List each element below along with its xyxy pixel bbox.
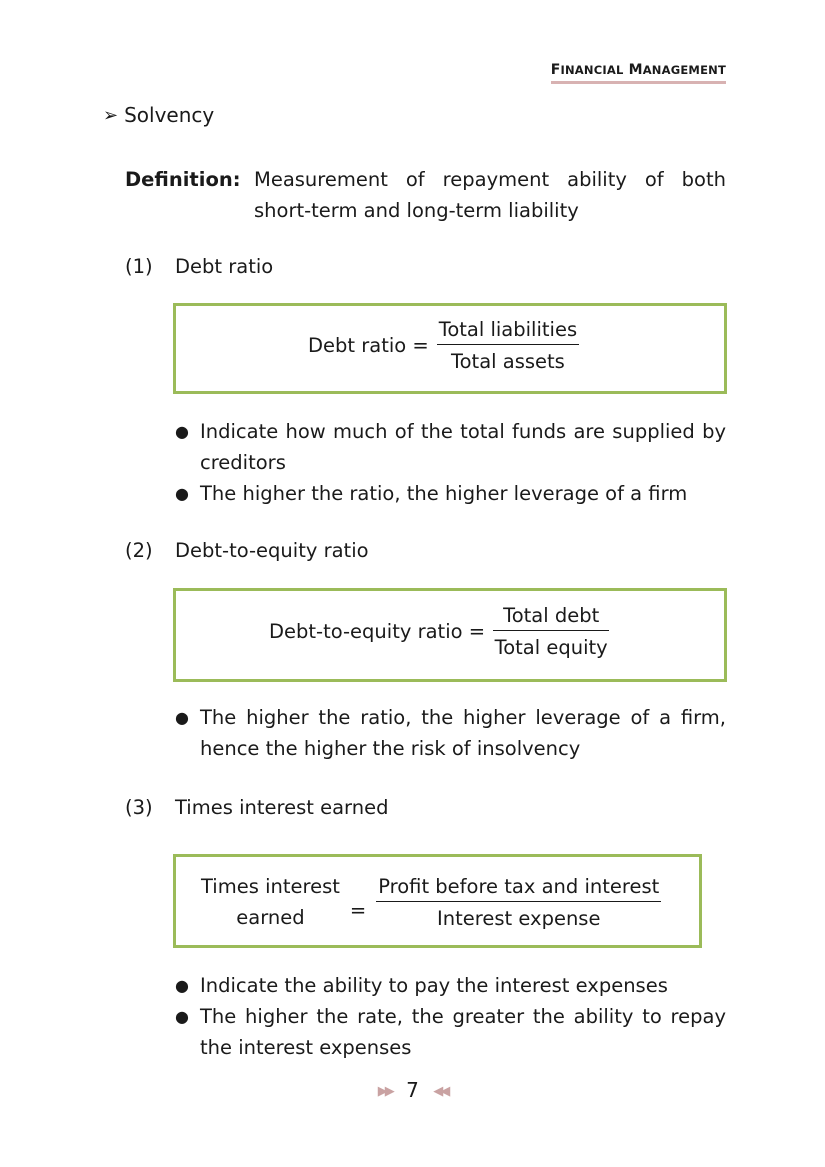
fraction-numerator: Profit before tax and interest xyxy=(376,875,661,902)
formula-lhs: Debt ratio = xyxy=(308,334,429,357)
definition-label: Definition: xyxy=(125,168,241,191)
list-item xyxy=(175,970,726,1001)
fraction-numerator: Total liabilities xyxy=(437,318,579,345)
item-heading-2 xyxy=(125,539,369,562)
list-item xyxy=(175,702,726,764)
double-left-arrow-icon: ◀◀ xyxy=(433,1084,448,1099)
bullet-list-2 xyxy=(175,702,726,764)
bullet-text: Indicate the ability to pay the interest expenses xyxy=(200,974,668,997)
page-number: 7 xyxy=(406,1078,419,1102)
fraction-denominator: Total equity xyxy=(494,636,608,659)
bullet-text: Indicate how much of the total funds are supplied by creditors xyxy=(200,420,726,474)
bullet-list-3 xyxy=(175,970,726,1063)
item-number: (3) xyxy=(125,796,153,819)
header-word-1-rest: INANCIAL xyxy=(560,63,624,77)
header-word-1-cap: F xyxy=(550,62,561,78)
section-title: Solvency xyxy=(124,103,215,127)
bullet-text: The higher the ratio, the higher leverage of a firm xyxy=(200,482,688,505)
definition-block xyxy=(125,164,726,226)
section-heading xyxy=(103,103,214,127)
bullet-dot-icon: ● xyxy=(175,708,189,727)
item-heading-1 xyxy=(125,255,273,278)
formula xyxy=(201,871,661,933)
header-word-2-rest: ANAGEMENT xyxy=(642,63,726,77)
fraction-numerator: Total debt xyxy=(493,604,609,631)
formula-box-debt-ratio xyxy=(173,303,727,394)
bullet-text: The higher the rate, the greater the ability to repay the interest expenses xyxy=(200,1005,726,1059)
formula xyxy=(269,604,609,659)
formula-lhs-line-1: Times interest xyxy=(201,875,340,898)
formula-equals: = xyxy=(349,898,367,922)
arrowhead-bullet-icon: ➢ xyxy=(103,104,119,126)
bullet-dot-icon: ● xyxy=(175,422,189,441)
item-title: Debt-to-equity ratio xyxy=(175,539,369,562)
fraction-denominator: Total assets xyxy=(451,350,565,373)
running-header xyxy=(551,62,726,84)
header-word-2-cap: M xyxy=(628,62,643,78)
bullet-dot-icon: ● xyxy=(175,484,189,503)
bullet-dot-icon: ● xyxy=(175,1007,189,1026)
bullet-list-1 xyxy=(175,416,726,509)
list-item xyxy=(175,478,726,509)
fraction xyxy=(493,604,609,659)
item-number: (2) xyxy=(125,539,153,562)
list-item xyxy=(175,416,726,478)
formula-lhs-line-2: earned xyxy=(236,906,305,929)
list-item xyxy=(175,1001,726,1063)
formula-lhs xyxy=(201,871,340,933)
fraction-denominator: Interest expense xyxy=(437,906,601,930)
bullet-dot-icon: ● xyxy=(175,976,189,995)
formula-box-debt-to-equity xyxy=(173,588,727,682)
item-title: Debt ratio xyxy=(175,255,274,278)
page-footer xyxy=(0,1078,825,1102)
bullet-text: The higher the ratio, the higher leverage of a firm, hence the higher the risk of insolvency xyxy=(200,706,726,760)
definition-text: Measurement of repayment ability of both short-term and long-term liability xyxy=(254,168,726,222)
formula-box-times-interest-earned xyxy=(173,854,702,948)
item-heading-3 xyxy=(125,796,388,819)
fraction xyxy=(376,875,661,930)
formula-lhs: Debt-to-equity ratio = xyxy=(269,620,486,643)
item-number: (1) xyxy=(125,255,153,278)
formula xyxy=(308,318,579,373)
fraction xyxy=(437,318,579,373)
double-right-arrow-icon: ▶▶ xyxy=(377,1084,392,1099)
item-title: Times interest earned xyxy=(175,796,389,819)
